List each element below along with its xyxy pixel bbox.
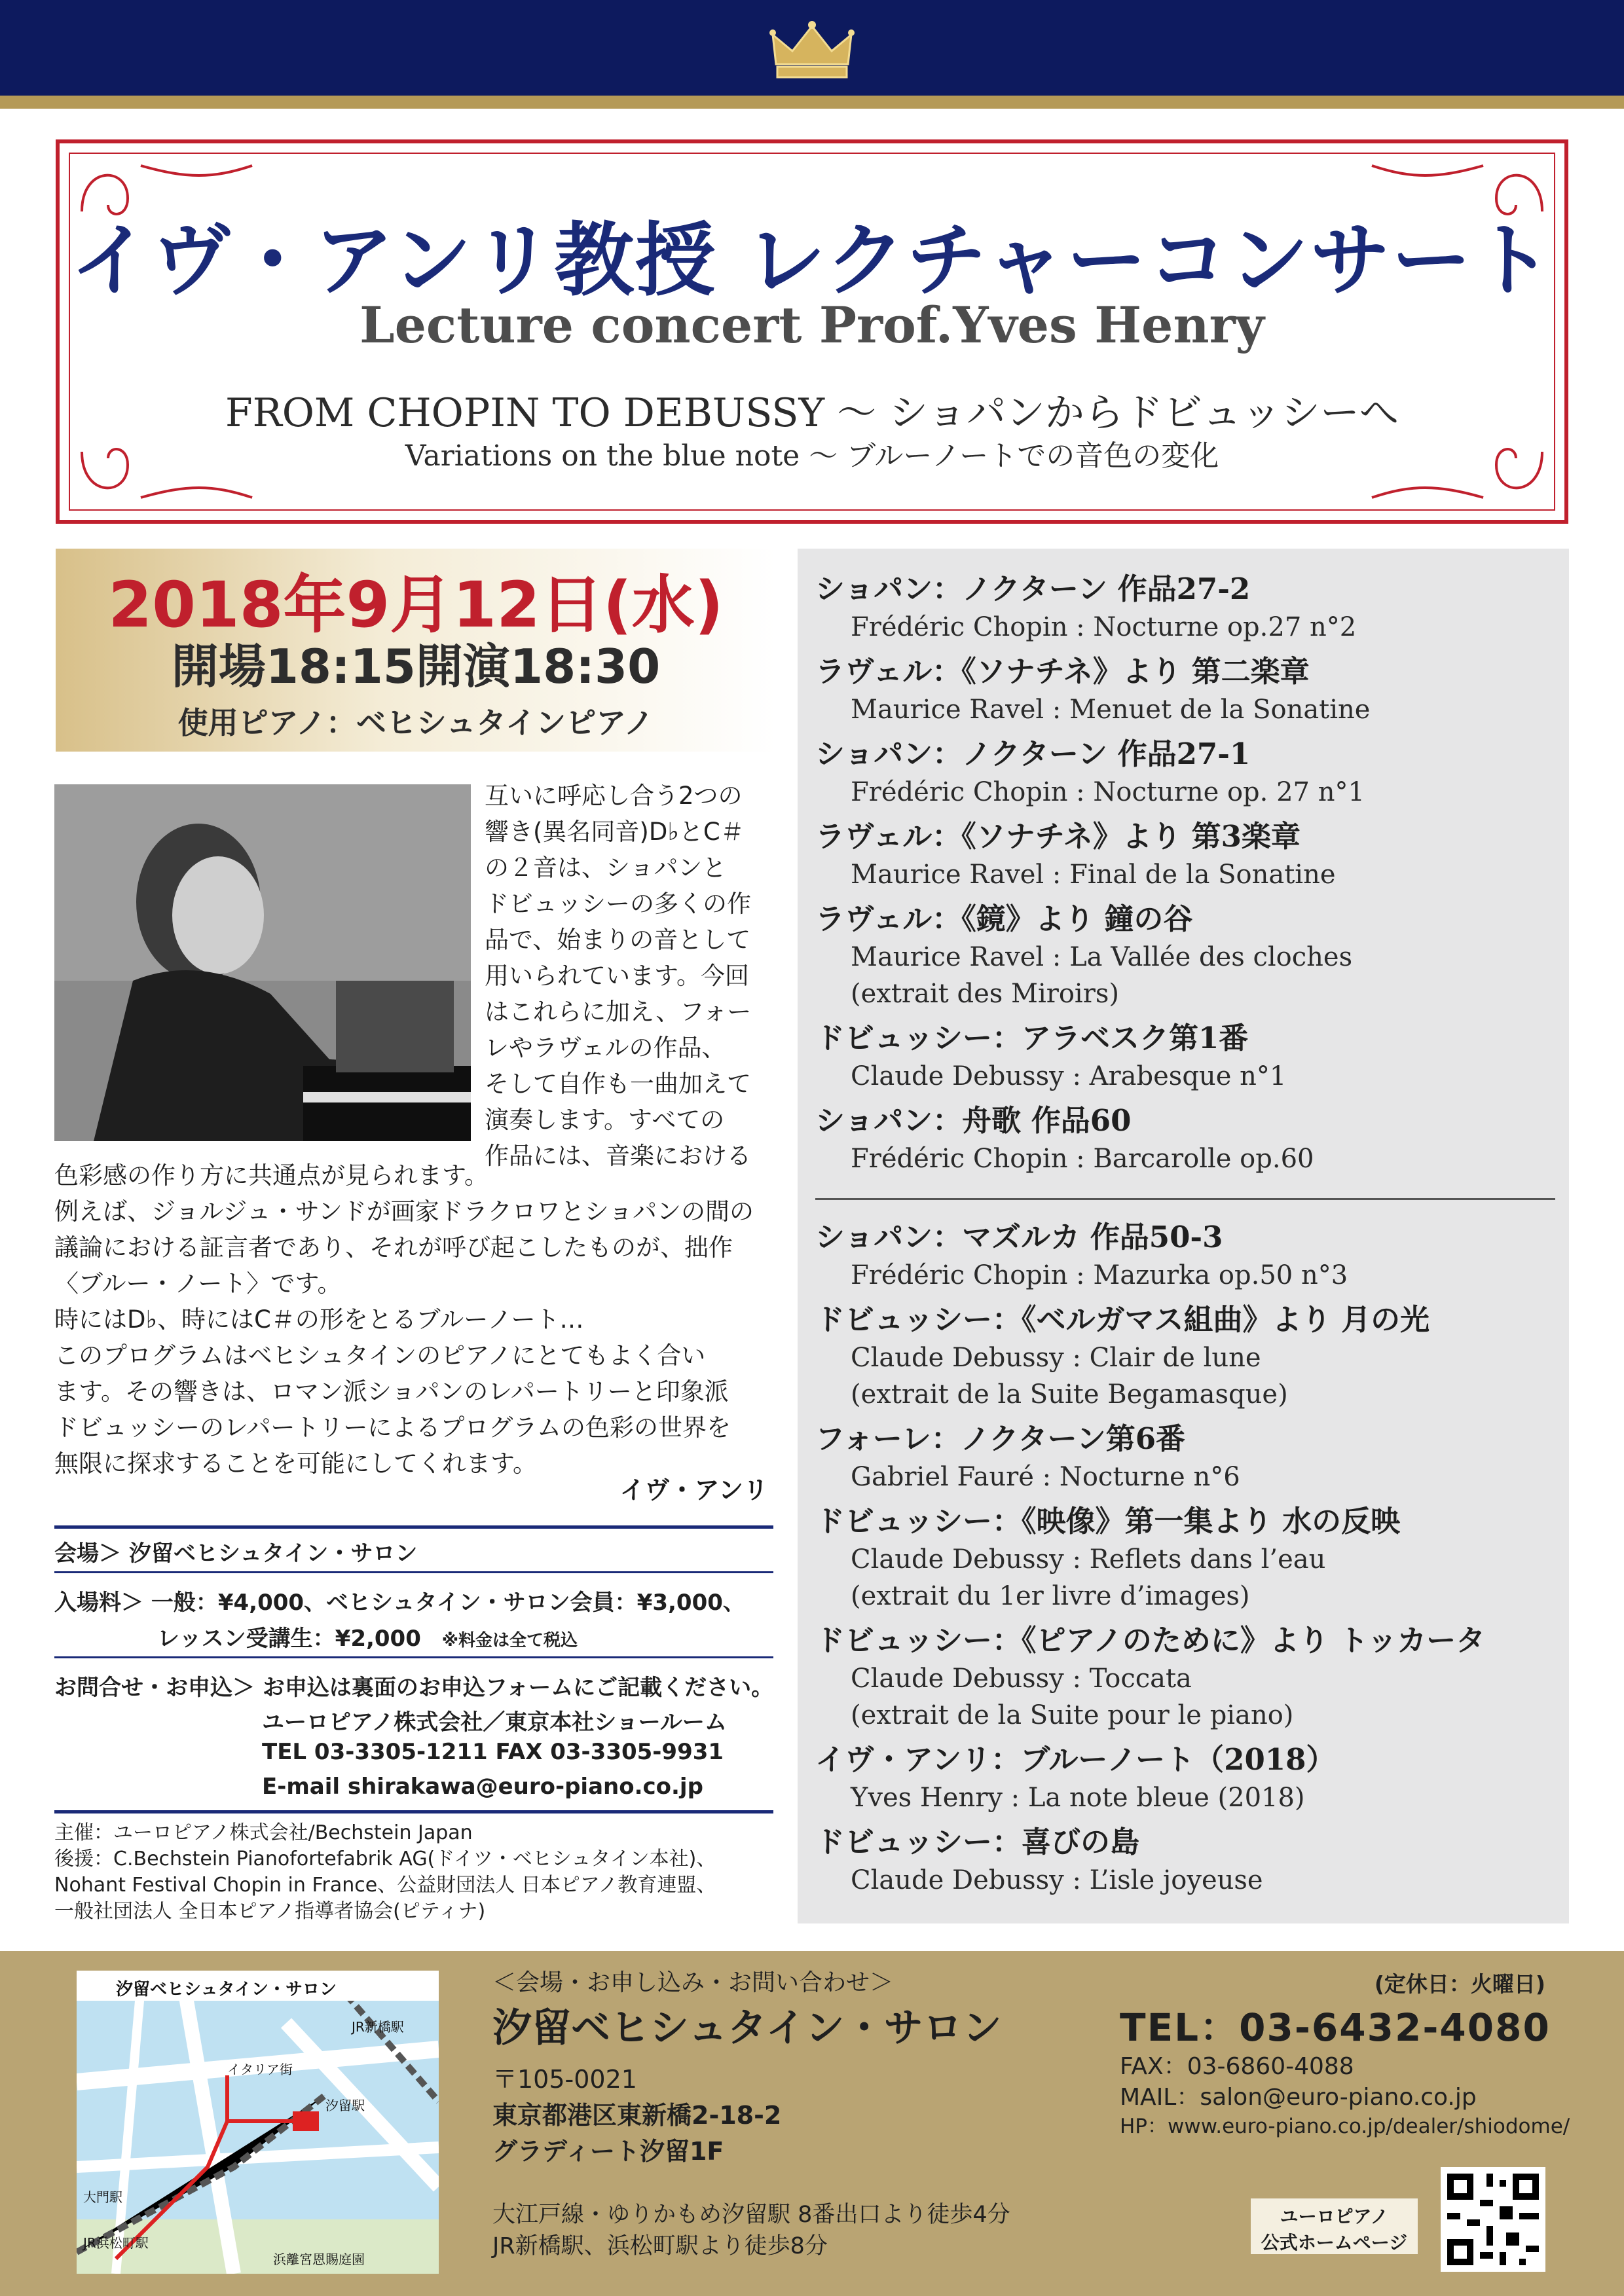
- program-item: [815, 570, 1562, 646]
- description-line: 作品には、音楽における: [485, 1142, 751, 1170]
- sponsors: [54, 1820, 781, 1925]
- program-item-subtitle: Maurice Ravel : Menuet de la Sonatine: [851, 695, 1371, 725]
- program-item-title: ラヴェル：《ソナチネ》より 第3楽章: [815, 819, 1301, 854]
- description-beside-photo: [485, 778, 773, 1174]
- event-piano: 使用ピアノ：ベヒシュタインピアノ: [177, 705, 654, 740]
- description-line: ドビュッシーの多くの作: [485, 890, 751, 918]
- subtitle: FROM CHOPIN TO DEBUSSY ～ ショパンからドビュッシーへ: [225, 390, 1399, 436]
- footer-address1: 東京都港区東新橋2-18-2: [492, 2101, 782, 2130]
- access-map: [77, 1971, 439, 2274]
- program-item: [815, 1019, 1562, 1095]
- program-item-title: ショパン：舟歌 作品60: [815, 1103, 1132, 1138]
- program-item: [815, 1419, 1562, 1495]
- footer-mail[interactable]: MAIL：salon@euro-piano.co.jp: [1120, 2084, 1477, 2111]
- map-label-italy: イタリア街: [227, 2062, 293, 2077]
- hp-label-line2: 公式ホームページ: [1261, 2232, 1408, 2253]
- fee-label: 入場料＞: [54, 1590, 143, 1616]
- page-title: イヴ・アンリ教授 レクチャーコンサート: [70, 213, 1554, 307]
- program-item-subtitle: Frédéric Chopin : Nocturne op. 27 n°1: [851, 777, 1365, 807]
- description-line: 例えば、ジョルジュ・サンドが画家ドラクロワとショパンの間の: [54, 1197, 754, 1226]
- description-line: そして自作も一曲加えて: [485, 1070, 751, 1098]
- program-item: [815, 652, 1562, 728]
- program-divider: [815, 1198, 1555, 1200]
- description-full: [54, 1157, 775, 1482]
- program-item-title: イヴ・アンリ：ブルーノート（2018）: [815, 1742, 1336, 1777]
- crown-icon: [769, 18, 855, 84]
- program-item-subtitle: (extrait de la Suite Begamasque): [851, 1379, 1288, 1410]
- event-time: 開場18:15開演18:30: [171, 639, 661, 694]
- contact-email[interactable]: E-mail shirakawa@euro-piano.co.jp: [262, 1774, 703, 1800]
- map-label-shiodome: 汐留駅: [325, 2098, 365, 2113]
- program-item-subtitle: Claude Debussy : Toccata: [851, 1664, 1192, 1694]
- qr-pattern: [1441, 2167, 1545, 2272]
- program-item-subtitle: Frédéric Chopin : Barcarolle op.60: [851, 1144, 1314, 1174]
- program-item: [815, 1823, 1562, 1899]
- event-date: 2018年9月12日(水): [108, 568, 724, 642]
- program-item-subtitle: Gabriel Fauré : Nocturne n°6: [851, 1462, 1240, 1492]
- program-item-subtitle: Yves Henry : La note bleue (2018): [851, 1783, 1305, 1813]
- footer-venue-name: 汐留ベヒシュタイン・サロン: [492, 2005, 1002, 2051]
- program-item: [815, 735, 1562, 811]
- map-label-daimon: 大門駅: [83, 2189, 122, 2205]
- program-item-title: ラヴェル：《ソナチネ》より 第二楽章: [815, 654, 1310, 689]
- program-item-title: ドビュッシー：アラベスク第1番: [815, 1021, 1249, 1055]
- info-rule-2: [54, 1571, 773, 1573]
- fee-note: ※料金は全て税込: [441, 1631, 578, 1650]
- program-item-title: ショパン：ノクターン 作品27-1: [815, 737, 1251, 771]
- program-item-subtitle: Frédéric Chopin : Nocturne op.27 n°2: [851, 612, 1357, 642]
- map-label-garden: 浜離宮恩賜庭園: [273, 2251, 365, 2267]
- program-item: [815, 1218, 1562, 1294]
- program-item: [815, 1502, 1562, 1614]
- map-label-shinbashi: JR新橋駅: [352, 2019, 404, 2035]
- description-line: 無限に探求することを可能にしてくれます。: [54, 1449, 538, 1478]
- description-line: の２音は、ショパンと: [485, 854, 727, 882]
- footer-postal: 〒105-0021: [492, 2065, 637, 2094]
- venue-value: 汐留ベヒシュタイン・サロン: [128, 1540, 418, 1567]
- subtitle-secondary: Variations on the blue note ～ ブルーノートでの音色の変化: [405, 439, 1219, 473]
- program-item: [815, 817, 1562, 893]
- description-line: 品で、始まりの音として: [485, 926, 751, 954]
- top-gold-stripe: [0, 96, 1624, 109]
- sponsor-line: 主催：ユーロピアノ株式会社/Bechstein Japan: [54, 1821, 473, 1844]
- program-item-subtitle: (extrait de la Suite pour le piano): [851, 1700, 1294, 1730]
- fee-line1: 一般：¥4,000、ベヒシュタイン・サロン会員：¥3,000、: [151, 1590, 745, 1616]
- program-item-title: ラヴェル：《鏡》より 鐘の谷: [815, 902, 1193, 936]
- program-item-subtitle: Claude Debussy : Clair de lune: [851, 1343, 1261, 1373]
- program-item: [815, 1300, 1562, 1413]
- program-item-title: ショパン：マズルカ 作品50-3: [815, 1220, 1223, 1254]
- page-title-en: Lecture concert Prof.Yves Henry: [360, 296, 1264, 354]
- sponsor-line: Nohant Festival Chopin in France、公益財団法人 日本ピアノ教育連盟、: [54, 1874, 716, 1897]
- footer-section-label: ＜会場・お申し込み・お問い合わせ＞: [492, 1969, 894, 1996]
- venue-label: 会場＞: [54, 1540, 121, 1567]
- description-line: 色彩感の作り方に共通点が見られます。: [54, 1161, 489, 1190]
- program-part2: [815, 1218, 1562, 1905]
- program-item-title: ドビュッシー：《ピアノのために》より トッカータ: [815, 1623, 1486, 1658]
- program-item-title: ドビュッシー：喜びの島: [815, 1825, 1140, 1859]
- program-item: [815, 1621, 1562, 1734]
- program-item-subtitle: Frédéric Chopin : Mazurka op.50 n°3: [851, 1260, 1348, 1290]
- footer-tel: TEL：03-6432-4080: [1120, 2005, 1551, 2050]
- description-line: 響き(異名同音)D♭とC＃: [485, 818, 745, 846]
- footer-fax: FAX：03-6860-4088: [1120, 2053, 1354, 2080]
- description-line: 互いに呼応し合う2つの: [485, 782, 743, 810]
- description-line: 用いられています。今回: [485, 962, 750, 990]
- description-line: ドビュッシーのレパートリーによるプログラムの色彩の世界を: [54, 1413, 731, 1442]
- map-label-hamamatsucho: JR浜松町駅: [83, 2235, 149, 2251]
- pianist-photo: [54, 784, 471, 1141]
- description-line: 演奏します。すべての: [485, 1106, 725, 1134]
- info-rule-bottom: [54, 1810, 773, 1813]
- description-line: はこれらに加え、フォー: [485, 998, 752, 1026]
- program-part1: [815, 570, 1562, 1184]
- venue-info: [54, 1535, 417, 1567]
- footer-access1: 大江戸線・ゆりかもめ汐留駅 8番出口より徒歩4分: [492, 2202, 1010, 2228]
- program-item-subtitle: Maurice Ravel : Final de la Sonatine: [851, 860, 1336, 890]
- contact-info: [54, 1669, 773, 1702]
- description-line: 議論における証言者であり、それが呼び起こしたものが、拙作: [54, 1233, 733, 1262]
- program-item-subtitle: (extrait du 1er livre d’images): [851, 1581, 1250, 1611]
- contact-line1: お申込は裏面のお申込フォームにご記載ください。: [262, 1675, 774, 1701]
- description-line: このプログラムはベヒシュタインのピアノにとてもよく合い: [54, 1341, 706, 1370]
- program-item-subtitle: Maurice Ravel : La Vallée des cloches: [851, 942, 1353, 972]
- program-item-subtitle: Claude Debussy : Reflets dans l’eau: [851, 1544, 1326, 1575]
- info-rule-top: [54, 1525, 773, 1529]
- contact-line2: ユーロピアノ株式会社／東京本社ショールーム: [262, 1709, 727, 1736]
- program-item-subtitle: Claude Debussy : L’isle joyeuse: [851, 1865, 1263, 1895]
- program-item-title: ショパン：ノクターン 作品27-2: [815, 572, 1251, 606]
- footer-address2: グラディート汐留1F: [492, 2137, 724, 2166]
- fee-info-line2: [157, 1620, 578, 1652]
- hp-label-line1: ユーロピアノ: [1280, 2206, 1389, 2227]
- program-item: [815, 900, 1562, 1012]
- description-line: 〈ブルー・ノート〉です。: [54, 1269, 342, 1298]
- program-item: [815, 1740, 1562, 1816]
- program-item-subtitle: Claude Debussy : Arabesque n°1: [851, 1061, 1287, 1091]
- qr-code-icon[interactable]: [1441, 2167, 1545, 2272]
- description-line: ます。その響きは、ロマン派ショパンのレパートリーと印象派: [54, 1377, 729, 1406]
- footer-holiday: (定休日：火曜日): [1374, 1971, 1545, 1997]
- sponsor-line: 一般社団法人 全日本ピアノ指導者協会(ピティナ): [54, 1900, 486, 1923]
- description-line: レやラヴェルの作品、: [485, 1034, 726, 1062]
- signature: イヴ・アンリ: [619, 1476, 768, 1504]
- hp-label-box: [1251, 2198, 1418, 2254]
- footer-access2: JR新橋駅、浜松町駅より徒歩8分: [492, 2233, 828, 2259]
- map-title: 汐留ベヒシュタイン・サロン: [116, 1980, 337, 1999]
- program-item-subtitle: (extrait des Miroirs): [851, 979, 1119, 1009]
- fee-info: [54, 1584, 745, 1616]
- info-rule-3: [54, 1656, 773, 1658]
- program-item: [815, 1101, 1562, 1177]
- sponsor-line: 後援：C.Bechstein Pianofortefabrik AG(ドイツ・ベヒシュタイン本社)、: [54, 1848, 716, 1870]
- program-item-title: フォーレ：ノクターン第6番: [815, 1421, 1186, 1456]
- pianist-silhouette: [54, 784, 471, 1141]
- program-item-title: ドビュッシー：《映像》第一集より 水の反映: [815, 1504, 1401, 1539]
- footer-hp[interactable]: HP：www.euro-piano.co.jp/dealer/shiodome/: [1120, 2115, 1570, 2138]
- fee-line2: レッスン受講生：¥2,000: [157, 1626, 421, 1652]
- program-item-title: ドビュッシー：《ベルガマス組曲》より 月の光: [815, 1302, 1430, 1337]
- contact-phone: TEL 03-3305-1211 FAX 03-3305-9931: [262, 1739, 724, 1765]
- contact-label: お問合せ・お申込＞: [54, 1675, 255, 1701]
- description-line: 時にはD♭、時にはC＃の形をとるブルーノート…: [54, 1305, 584, 1334]
